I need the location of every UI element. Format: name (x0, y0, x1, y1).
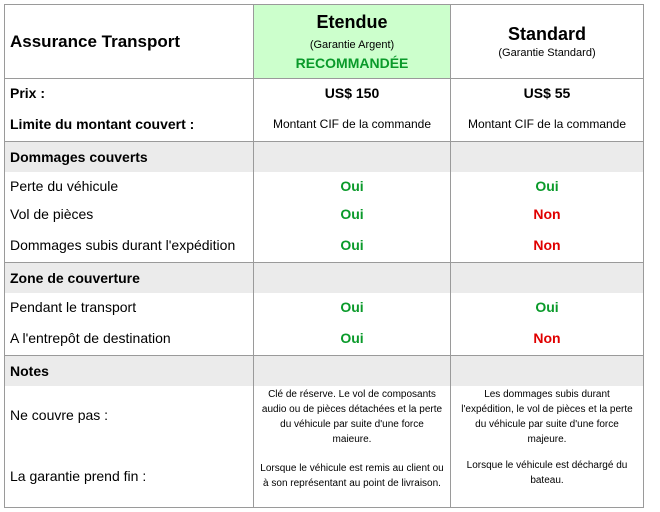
damage-row-plan-etendue: Oui (340, 237, 364, 253)
price-plan-standard: US$ 55 (523, 85, 571, 101)
notes-ends-plan-etendue: Lorsque le véhicule est remis au client ou à son représentant au point de livraison. (260, 463, 444, 489)
plan-standard-name: Standard (507, 24, 586, 44)
recommended-badge: RECOMMANDÉE (295, 55, 409, 71)
price-plan-etendue: US$ 150 (324, 85, 380, 101)
zone-row-plan-standard: Oui (535, 299, 559, 315)
zone-row-label: Pendant le transport (10, 299, 137, 315)
damage-row-label: Dommages subis durant l'expédition (10, 237, 236, 253)
plan-etendue-name: Etendue (316, 12, 388, 32)
section-zone-title: Zone de couverture (5, 263, 643, 293)
plan-standard-header (451, 5, 643, 78)
damage-row-plan-standard: Oui (535, 178, 559, 194)
insurance-comparison-table (4, 4, 644, 508)
plan-etendue-header (254, 5, 450, 78)
column-divider (450, 5, 451, 507)
notes-ends-plan-standard: Lorsque le véhicule est déchargé du bateau. (466, 460, 628, 486)
zone-row-label: A l'entrepôt de destination (10, 330, 171, 346)
limit-plan-etendue: Montant CIF de la commande (272, 117, 432, 131)
section-notes-title: Notes (5, 356, 643, 386)
damage-row-plan-standard: Non (533, 237, 561, 253)
plan-standard-sub: (Garantie Standard) (498, 47, 596, 59)
damage-row-label: Perte du véhicule (10, 178, 119, 194)
column-divider (253, 5, 254, 507)
section-damages-title: Dommages couverts (5, 142, 643, 172)
notes-excludes-label: Ne couvre pas : (10, 407, 109, 423)
table-title: Assurance Transport (10, 31, 181, 51)
zone-row-plan-etendue: Oui (340, 299, 364, 315)
plan-etendue-sub: (Garantie Argent) (309, 39, 395, 51)
limit-label: Limite du montant couvert : (10, 116, 195, 132)
notes-excludes-plan-etendue: Clé de réserve. Le vol de composants audio ou de pièces détachées et la perte du véhicule par suite d'une force maieure. (261, 389, 443, 445)
zone-row-plan-standard: Non (533, 330, 561, 346)
damage-row-plan-etendue: Oui (340, 178, 364, 194)
notes-excludes-plan-standard: Les dommages subis durant l'expédition, le vol de pièces et la perte du véhicule par suite d'une force majeure. (461, 389, 633, 445)
notes-ends-label: La garantie prend fin : (10, 467, 147, 484)
limit-plan-standard: Montant CIF de la commande (467, 117, 627, 131)
damage-row-plan-etendue: Oui (340, 206, 364, 222)
price-label: Prix : (10, 85, 46, 101)
damage-row-label: Vol de pièces (10, 206, 94, 222)
zone-row-plan-etendue: Oui (340, 330, 364, 346)
damage-row-plan-standard: Non (533, 206, 561, 222)
